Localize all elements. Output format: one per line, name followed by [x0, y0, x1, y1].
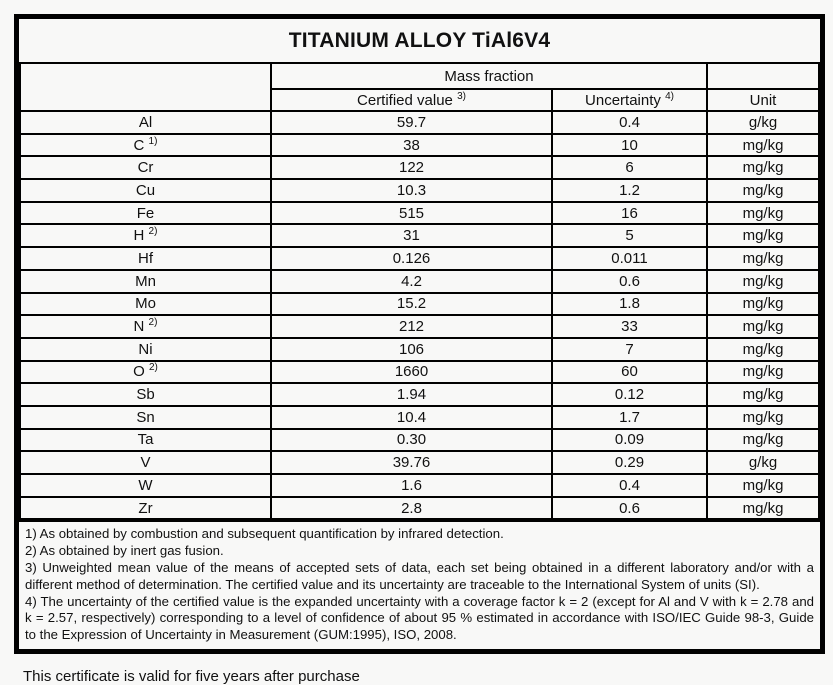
- table-row: [20, 111, 819, 134]
- element-column-header-blank: [20, 63, 271, 111]
- certified-value-cell: 0.126: [271, 247, 552, 270]
- element-footnote-ref: 2): [148, 226, 158, 238]
- unit-cell: g/kg: [707, 111, 819, 134]
- certified-value-cell: 38: [271, 134, 552, 157]
- element-symbol: Ta: [137, 431, 154, 449]
- certified-value-cell: 1.6: [271, 474, 552, 497]
- table-row: [20, 270, 819, 293]
- certified-value-cell: 2.8: [271, 497, 552, 520]
- element-cell: [20, 224, 271, 247]
- uncertainty-cell: 0.6: [552, 497, 707, 520]
- element-rows: [20, 111, 819, 519]
- uncertainty-cell: 0.4: [552, 111, 707, 134]
- table-row: [20, 293, 819, 316]
- uncertainty-cell: 5: [552, 224, 707, 247]
- uncertainty-cell: 6: [552, 156, 707, 179]
- unit-header: Unit: [707, 89, 819, 111]
- certified-value-cell: 1.94: [271, 383, 552, 406]
- unit-cell: mg/kg: [707, 383, 819, 406]
- table-row: [20, 156, 819, 179]
- certified-value-header: [271, 89, 552, 111]
- unit-cell: mg/kg: [707, 156, 819, 179]
- table-row: [20, 338, 819, 361]
- table-row: [20, 247, 819, 270]
- table-row: [20, 406, 819, 429]
- footnote-1: 1) As obtained by combustion and subsequent quantification by infrared detection.: [25, 526, 504, 542]
- uncertainty-cell: 0.09: [552, 429, 707, 452]
- footnotes-section: [19, 520, 820, 649]
- element-symbol: N: [133, 318, 145, 336]
- element-symbol: O: [133, 363, 145, 381]
- certified-value-cell: 31: [271, 224, 552, 247]
- element-symbol: Sn: [136, 408, 155, 426]
- unit-cell: mg/kg: [707, 270, 819, 293]
- element-symbol: W: [138, 476, 153, 494]
- element-footnote-ref: 2): [148, 362, 158, 374]
- element-cell: [20, 315, 271, 338]
- element-symbol: Fe: [136, 204, 155, 222]
- certified-value-cell: 515: [271, 202, 552, 225]
- element-cell: [20, 429, 271, 452]
- mass-fraction-header: Mass fraction: [271, 63, 707, 89]
- certified-value-cell: 15.2: [271, 293, 552, 316]
- uncertainty-header: [552, 89, 707, 111]
- unit-cell: mg/kg: [707, 179, 819, 202]
- element-symbol: Mn: [135, 272, 156, 290]
- certified-value-cell: 10.3: [271, 179, 552, 202]
- unit-cell: mg/kg: [707, 474, 819, 497]
- uncertainty-cell: 0.011: [552, 247, 707, 270]
- certified-value-cell: 106: [271, 338, 552, 361]
- certified-value-cell: 10.4: [271, 406, 552, 429]
- unit-cell: mg/kg: [707, 134, 819, 157]
- table-row: [20, 224, 819, 247]
- table-row: [20, 451, 819, 474]
- element-symbol: Ni: [138, 340, 153, 358]
- uncertainty-cell: 7: [552, 338, 707, 361]
- unit-cell: mg/kg: [707, 361, 819, 384]
- certificate-document: [14, 14, 825, 654]
- certified-value-cell: 59.7: [271, 111, 552, 134]
- uncertainty-cell: 0.29: [552, 451, 707, 474]
- element-symbol: Hf: [138, 249, 153, 267]
- unit-cell: mg/kg: [707, 224, 819, 247]
- element-symbol: C: [133, 136, 145, 154]
- element-symbol: V: [140, 454, 151, 472]
- element-cell: [20, 270, 271, 293]
- certified-values-table: [19, 62, 820, 520]
- uncertainty-cell: 1.7: [552, 406, 707, 429]
- certificate-validity-note: This certificate is valid for five years after purchase: [23, 668, 360, 685]
- certificate-title: TITANIUM ALLOY TiAl6V4: [288, 29, 551, 52]
- unit-cell: mg/kg: [707, 247, 819, 270]
- element-cell: [20, 247, 271, 270]
- element-cell: [20, 474, 271, 497]
- footnote-2: 2) As obtained by inert gas fusion.: [25, 543, 224, 559]
- certified-value-cell: 39.76: [271, 451, 552, 474]
- element-cell: [20, 338, 271, 361]
- uncertainty-header-label: Uncertainty: [585, 91, 661, 109]
- element-cell: [20, 111, 271, 134]
- element-cell: [20, 361, 271, 384]
- footnote-3: 3) Unweighted mean value of the means of accepted sets of data, each set being obtained in a different laboratory and/or with a different method of determination. The certified value and its uncertainty are traceable to the International System of units (SI).: [25, 559, 814, 592]
- uncertainty-cell: 0.12: [552, 383, 707, 406]
- unit-cell: mg/kg: [707, 338, 819, 361]
- certified-value-cell: 122: [271, 156, 552, 179]
- element-footnote-ref: 2): [148, 317, 158, 329]
- uncertainty-cell: 33: [552, 315, 707, 338]
- element-symbol: Cr: [137, 159, 154, 177]
- unit-cell: mg/kg: [707, 429, 819, 452]
- uncertainty-cell: 16: [552, 202, 707, 225]
- element-symbol: Mo: [135, 295, 156, 313]
- element-symbol: Al: [138, 113, 153, 131]
- unit-cell: mg/kg: [707, 406, 819, 429]
- element-symbol: H: [133, 227, 145, 245]
- element-cell: [20, 179, 271, 202]
- certified-value-header-label: Certified value: [357, 91, 453, 109]
- uncertainty-cell: 1.8: [552, 293, 707, 316]
- element-cell: [20, 293, 271, 316]
- table-row: [20, 202, 819, 225]
- uncertainty-cell: 10: [552, 134, 707, 157]
- uncertainty-cell: 0.6: [552, 270, 707, 293]
- uncertainty-footnote-ref: 4): [665, 90, 674, 102]
- certified-value-cell: 4.2: [271, 270, 552, 293]
- unit-column-header-blank: [707, 63, 819, 89]
- unit-cell: g/kg: [707, 451, 819, 474]
- uncertainty-cell: 60: [552, 361, 707, 384]
- certified-value-cell: 0.30: [271, 429, 552, 452]
- table-row: [20, 134, 819, 157]
- unit-cell: mg/kg: [707, 315, 819, 338]
- table-row: [20, 315, 819, 338]
- table-row: [20, 383, 819, 406]
- unit-cell: mg/kg: [707, 202, 819, 225]
- element-cell: [20, 202, 271, 225]
- table-row: [20, 429, 819, 452]
- table-row: [20, 179, 819, 202]
- unit-cell: mg/kg: [707, 497, 819, 520]
- table-row: [20, 361, 819, 384]
- element-cell: [20, 156, 271, 179]
- element-cell: [20, 497, 271, 520]
- unit-cell: mg/kg: [707, 293, 819, 316]
- element-symbol: Zr: [138, 499, 153, 517]
- element-symbol: Cu: [135, 181, 156, 199]
- uncertainty-cell: 1.2: [552, 179, 707, 202]
- table-header-row-mass-fraction: [20, 63, 819, 89]
- element-cell: [20, 383, 271, 406]
- footnote-4: 4) The uncertainty of the certified value is the expanded uncertainty with a coverage factor k = 2 (except for Al and V with k = 2.78 and k = 2.57, respectively) corresponding to a level of confidence of about 95 % estimated in accordance with ISO/IEC Guide 98-3, Guide to the Expression of Uncertainty in Measurement (GUM:1995), ISO, 2008.: [25, 593, 814, 643]
- table-row: [20, 474, 819, 497]
- element-symbol: Sb: [136, 386, 155, 404]
- table-row: [20, 497, 819, 520]
- certified-value-cell: 1660: [271, 361, 552, 384]
- certified-value-cell: 212: [271, 315, 552, 338]
- certified-value-footnote-ref: 3): [457, 90, 466, 102]
- element-footnote-ref: 1): [148, 135, 158, 147]
- element-cell: [20, 406, 271, 429]
- element-cell: [20, 134, 271, 157]
- uncertainty-cell: 0.4: [552, 474, 707, 497]
- element-cell: [20, 451, 271, 474]
